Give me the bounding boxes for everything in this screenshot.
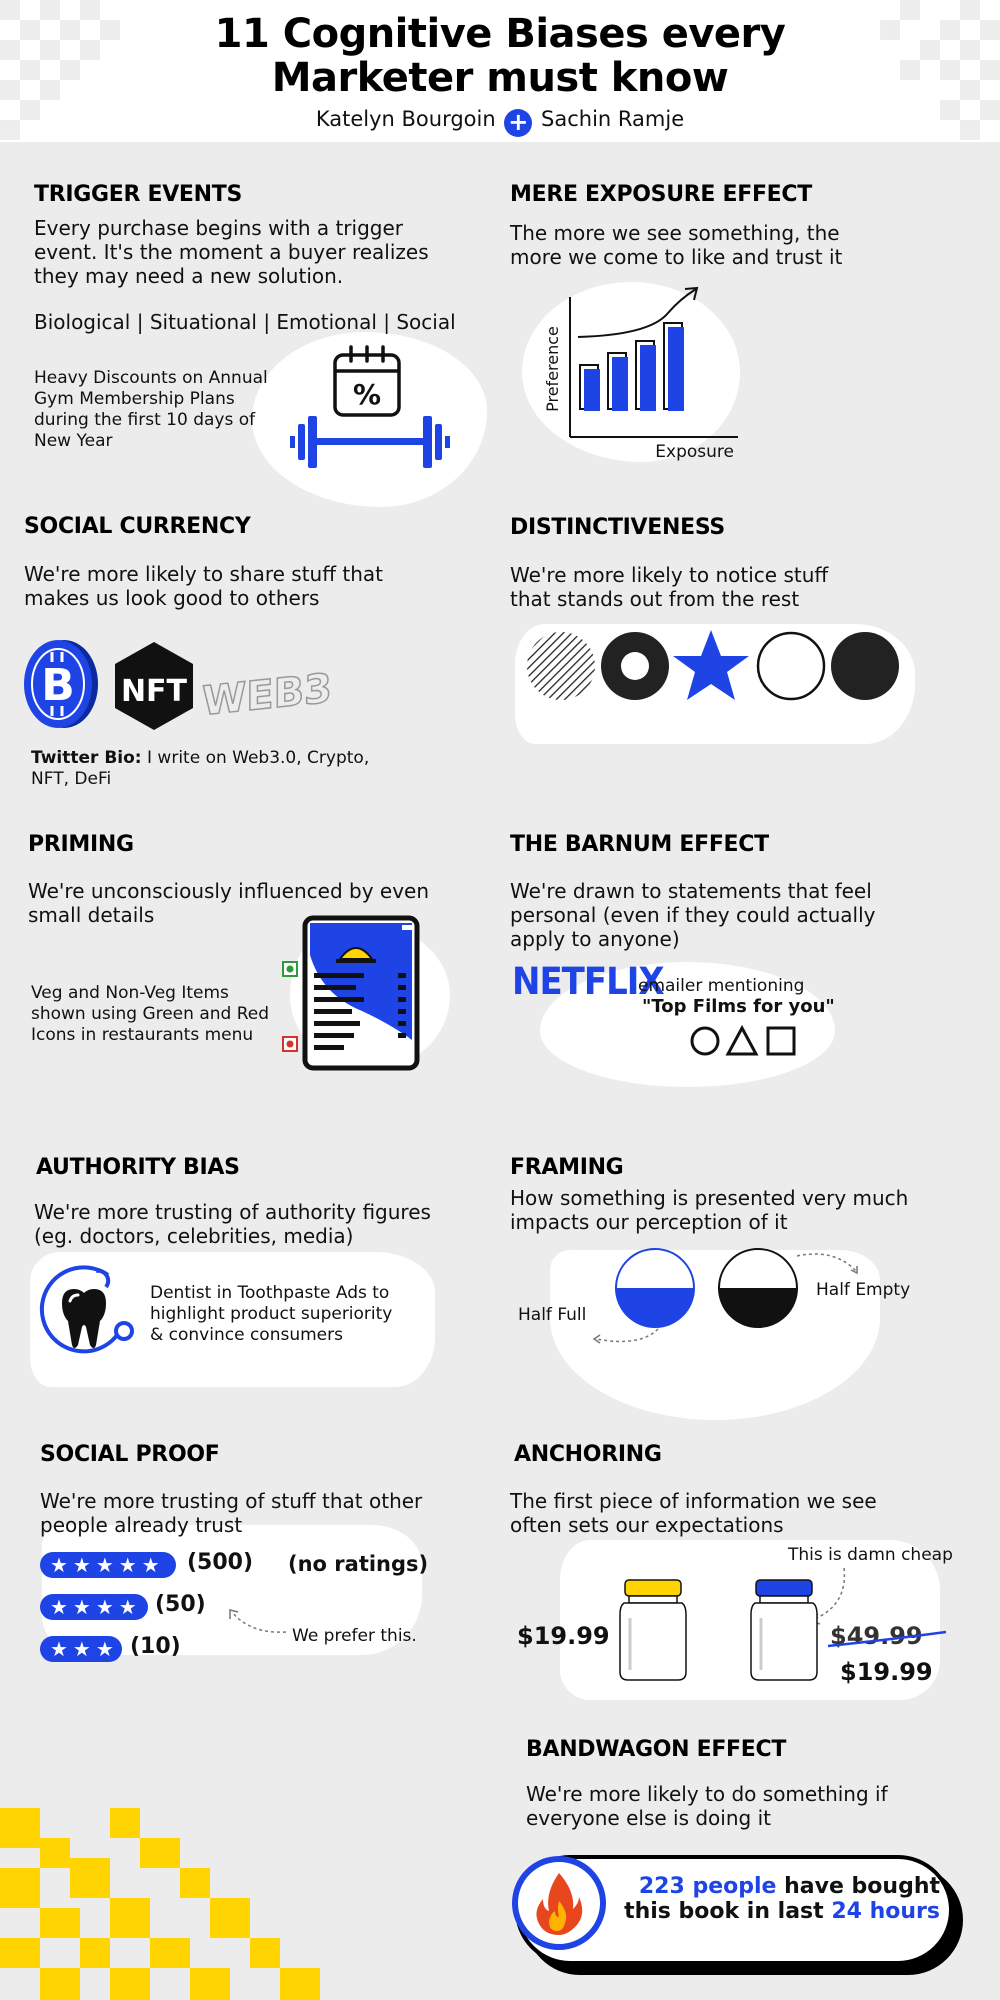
web3-icon <box>202 640 332 732</box>
example-text: Dentist in Toothpaste Ads to highlight product superiority & convince consumers <box>150 1283 393 1345</box>
bought-text: have bought <box>776 1874 940 1899</box>
netflix-logo: NETFLIX <box>512 960 664 1004</box>
hatched-circle-icon <box>527 632 595 700</box>
nft-label: NFT <box>120 674 188 709</box>
four-star-rating: ★★★★ <box>40 1594 148 1620</box>
glass-half-full-icon <box>614 1247 696 1329</box>
page-title-line1: 11 Cognitive Biases every <box>214 11 786 57</box>
cheap-note: This is damn cheap <box>788 1545 953 1565</box>
three-star-rating: ★★★ <box>40 1636 122 1662</box>
half-full-label: Half Full <box>518 1305 587 1325</box>
example-text: Veg and Non-Veg Items shown using Green and Red Icons in restaurants menu <box>31 983 270 1045</box>
trigger-types: Biological | Situational | Emotional | Social <box>34 310 456 334</box>
section-title: TRIGGER EVENTS <box>34 182 243 207</box>
section-description: The first piece of information we see often sets our expectations <box>510 1489 877 1537</box>
emailer-text: emailer mentioning <box>638 976 805 996</box>
section-description: Every purchase begins with a trigger event. It's the moment a buyer realizes they may need a new solution. <box>34 216 429 288</box>
hours-count: 24 hours <box>831 1899 940 1924</box>
prefer-note: We prefer this. <box>292 1626 417 1646</box>
circle-triangle-square-icon <box>690 1026 796 1056</box>
preference-bar-chart <box>540 285 740 462</box>
section-title: THE BARNUM EFFECT <box>510 832 769 857</box>
section-description: We're more likely to do something if everyone else is doing it <box>526 1782 888 1830</box>
section-title: SOCIAL CURRENCY <box>24 514 251 539</box>
axis-label-y: Preference <box>543 326 562 412</box>
section-title: AUTHORITY BIAS <box>36 1155 240 1180</box>
rating-count: (500) <box>187 1550 254 1575</box>
section-description: The more we see something, the more we come to like and trust it <box>510 221 843 269</box>
bitcoin-icon <box>22 638 100 730</box>
menu-icon <box>302 915 420 1071</box>
twitter-bio-label: Twitter Bio: <box>31 748 142 768</box>
veg-icon <box>282 961 298 977</box>
purchase-count-text <box>620 1874 940 1924</box>
section-description: We're more likely to share stuff that makes us look good to others <box>24 562 383 610</box>
plus-icon: + <box>504 109 532 137</box>
no-ratings-label: (no ratings) <box>288 1552 429 1576</box>
rating-count: (10) <box>130 1634 181 1659</box>
section-title: PRIMING <box>28 832 134 857</box>
dumbbell-icon <box>290 410 450 474</box>
authors <box>0 107 1000 137</box>
section-title: BANDWAGON EFFECT <box>526 1737 787 1762</box>
five-star-rating: ★★★★★ <box>40 1552 176 1578</box>
section-description: We're more trusting of stuff that other people already trust <box>40 1489 423 1537</box>
nft-icon <box>113 640 195 732</box>
shapes-row <box>525 628 905 704</box>
people-count: 223 people <box>638 1874 777 1899</box>
author-name: Katelyn Bourgoin <box>315 107 496 131</box>
dashed-arrow <box>226 1606 288 1636</box>
twitter-bio-text: I write on Web3.0, Crypto, NFT, DeFi <box>31 748 370 789</box>
twitter-bio <box>31 748 411 790</box>
white-circle-icon <box>758 633 824 699</box>
web3-label: WEB3 <box>202 665 332 726</box>
quote-text: "Top Films for you" <box>642 996 835 1017</box>
jar-yellow-icon <box>618 1578 688 1683</box>
dashed-arrow <box>590 1325 662 1347</box>
non-veg-icon <box>282 1036 298 1052</box>
example-text: Heavy Discounts on Annual Gym Membership Plans during the first 10 days of New Year <box>34 368 268 451</box>
section-title: MERE EXPOSURE EFFECT <box>510 182 812 207</box>
section-title: ANCHORING <box>514 1442 662 1467</box>
section-title: SOCIAL PROOF <box>40 1442 220 1467</box>
yellow-checker-pattern <box>0 1808 350 2000</box>
header <box>0 0 1000 142</box>
axis-label-x: Exposure <box>655 442 734 462</box>
new-price: $19.99 <box>840 1658 933 1686</box>
rating-count: (50) <box>155 1592 206 1617</box>
section-title: DISTINCTIVENESS <box>510 515 725 540</box>
jar-blue-icon <box>749 1578 819 1683</box>
tooth-icon <box>36 1265 144 1365</box>
percent-label: % <box>352 378 382 411</box>
author-name: Sachin Ramje <box>541 107 685 131</box>
fire-icon <box>511 1855 607 1951</box>
strikethrough-line <box>826 1630 948 1650</box>
section-description: We're more trusting of authority figures (eg. doctors, celebrities, media) <box>34 1200 431 1248</box>
half-empty-label: Half Empty <box>816 1280 911 1300</box>
section-description: We're more likely to notice stuff that stands out from the rest <box>510 563 829 611</box>
section-description: We're unconsciously influenced by even small details <box>28 879 430 927</box>
dashed-arrow <box>795 1252 861 1276</box>
svg-text:B: B <box>41 660 75 711</box>
black-circle-icon <box>831 632 899 700</box>
section-description: We're drawn to statements that feel personal (even if they could actually apply to anyone) <box>510 879 876 951</box>
old-price: $49.99 <box>830 1622 923 1650</box>
section-description: How something is presented very much impacts our perception of it <box>510 1186 909 1234</box>
calendar-icon <box>333 345 401 417</box>
section-title: FRAMING <box>510 1155 624 1180</box>
price-left: $19.99 <box>517 1622 610 1650</box>
star-icon <box>673 630 749 700</box>
page-title-line2: Marketer must know <box>271 55 729 101</box>
time-text: this book in last <box>624 1899 832 1924</box>
glass-half-empty-icon <box>717 1247 799 1329</box>
